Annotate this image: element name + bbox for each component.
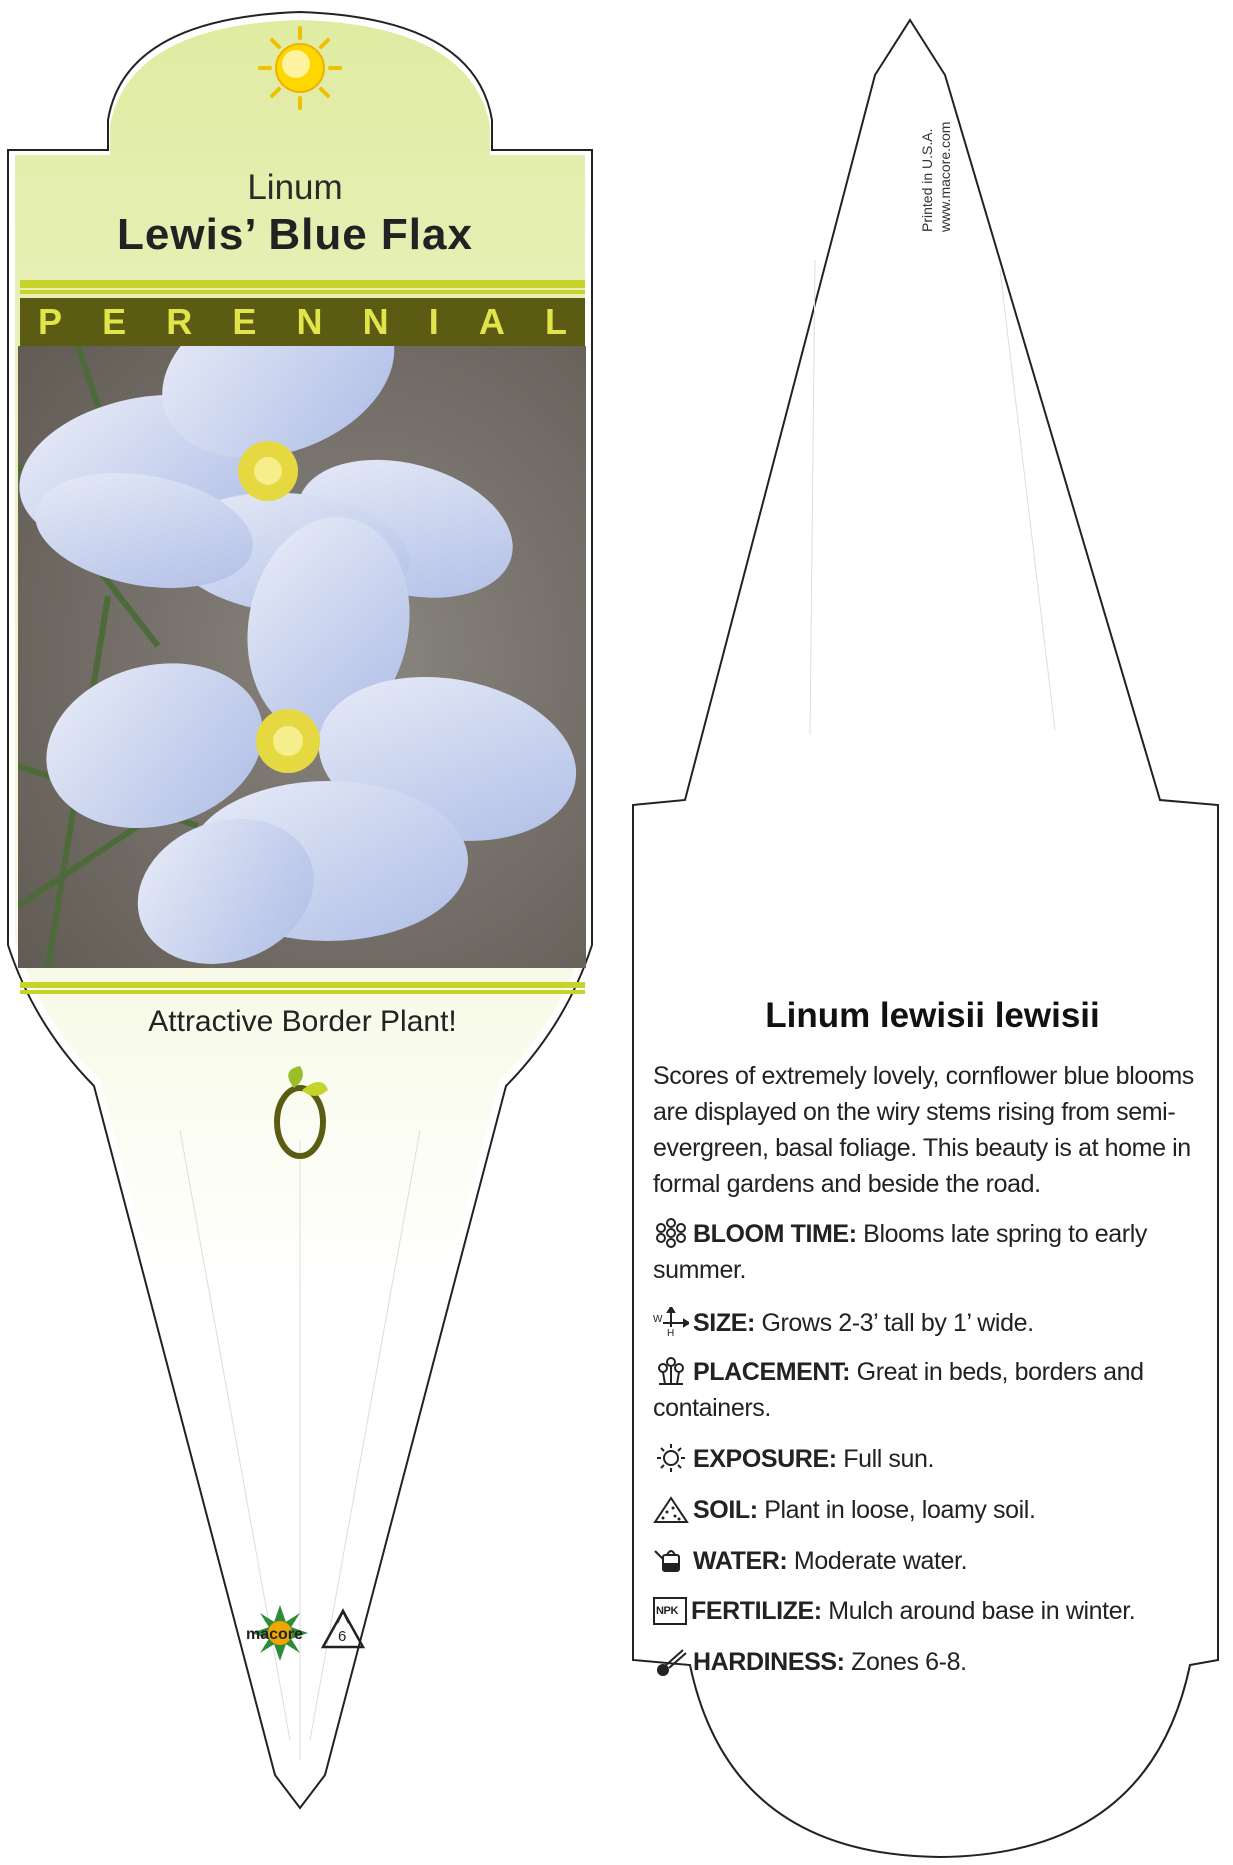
category-letter: P bbox=[38, 301, 63, 342]
category-letter: E bbox=[102, 301, 127, 342]
attribute-label: FERTILIZE: bbox=[691, 1597, 822, 1625]
attribute-label: PLACEMENT: bbox=[693, 1358, 851, 1386]
common-name: Lewis’ Blue Flax bbox=[117, 210, 473, 259]
category-letter: E bbox=[232, 301, 257, 342]
attribute-value: Moderate water. bbox=[787, 1547, 968, 1575]
watering-can-icon bbox=[653, 1545, 689, 1575]
tagline: Attractive Border Plant! bbox=[148, 1005, 457, 1038]
flower-icon bbox=[653, 1218, 689, 1248]
size-icon bbox=[653, 1307, 689, 1337]
attribute-value: Zones 6-8. bbox=[844, 1648, 967, 1676]
accent-bar-bottom bbox=[20, 982, 585, 988]
accent-bar-top bbox=[20, 280, 585, 288]
thermometer-icon bbox=[653, 1646, 689, 1676]
attribute-value: Great in beds, borders and containers. bbox=[653, 1358, 1144, 1422]
placement-icon bbox=[653, 1356, 689, 1386]
back-tag-outline bbox=[633, 20, 1218, 1857]
attribute-label: SOIL: bbox=[693, 1496, 758, 1524]
website-line: www.macore.com bbox=[937, 121, 953, 232]
plant-photo bbox=[18, 346, 586, 968]
soil-icon bbox=[653, 1494, 689, 1524]
attribute-label: HARDINESS: bbox=[693, 1648, 845, 1676]
attribute-soil bbox=[653, 1492, 1213, 1528]
description: Scores of extremely lovely, cornflower blue blooms are displayed on the wiry stems rising from semi-evergreen, basal foliage. This beauty is at home in formal gardens and beside the road. bbox=[653, 1062, 1194, 1198]
attribute-label: WATER: bbox=[693, 1547, 788, 1575]
category-letter: I bbox=[428, 301, 439, 342]
sun-icon bbox=[260, 28, 340, 108]
sun-icon bbox=[653, 1443, 689, 1473]
category-letter: R bbox=[166, 301, 193, 342]
recycle-code: 6 bbox=[338, 1628, 347, 1645]
attribute-label: EXPOSURE: bbox=[693, 1445, 837, 1473]
npk-label: NPK bbox=[656, 1605, 679, 1617]
brand-label: macore bbox=[246, 1626, 303, 1643]
category-letter: A bbox=[478, 301, 505, 342]
category-band bbox=[20, 298, 585, 346]
size-icon-h: H bbox=[667, 1328, 674, 1339]
attribute-value: Full sun. bbox=[836, 1445, 935, 1473]
category-letter: N bbox=[362, 301, 389, 342]
printed-line: Printed in U.S.A. bbox=[919, 128, 935, 232]
attribute-fertilize bbox=[653, 1593, 1213, 1629]
botanical-name: Linum lewisii lewisii bbox=[765, 996, 1100, 1035]
attribute-hardiness bbox=[653, 1644, 1213, 1680]
attribute-value: Mulch around base in winter. bbox=[821, 1597, 1136, 1625]
genus-name: Linum bbox=[247, 168, 343, 207]
attribute-value: Grows 2-3’ tall by 1’ wide. bbox=[754, 1309, 1034, 1337]
size-icon-w: W bbox=[653, 1314, 663, 1325]
attribute-water bbox=[653, 1543, 1213, 1579]
category-letter: L bbox=[544, 301, 567, 342]
attribute-size bbox=[653, 1305, 1213, 1341]
attribute-label: SIZE: bbox=[693, 1309, 755, 1337]
category-letter: N bbox=[296, 301, 323, 342]
attribute-label: BLOOM TIME: bbox=[693, 1220, 857, 1248]
npk-icon bbox=[653, 1597, 687, 1625]
attribute-bloom-time bbox=[653, 1216, 1213, 1288]
attribute-placement bbox=[653, 1354, 1213, 1426]
attribute-value: Plant in loose, loamy soil. bbox=[757, 1496, 1036, 1524]
printed-note bbox=[918, 122, 954, 232]
attribute-value: Blooms late spring to early summer. bbox=[653, 1220, 1147, 1284]
attribute-exposure bbox=[653, 1441, 1213, 1477]
